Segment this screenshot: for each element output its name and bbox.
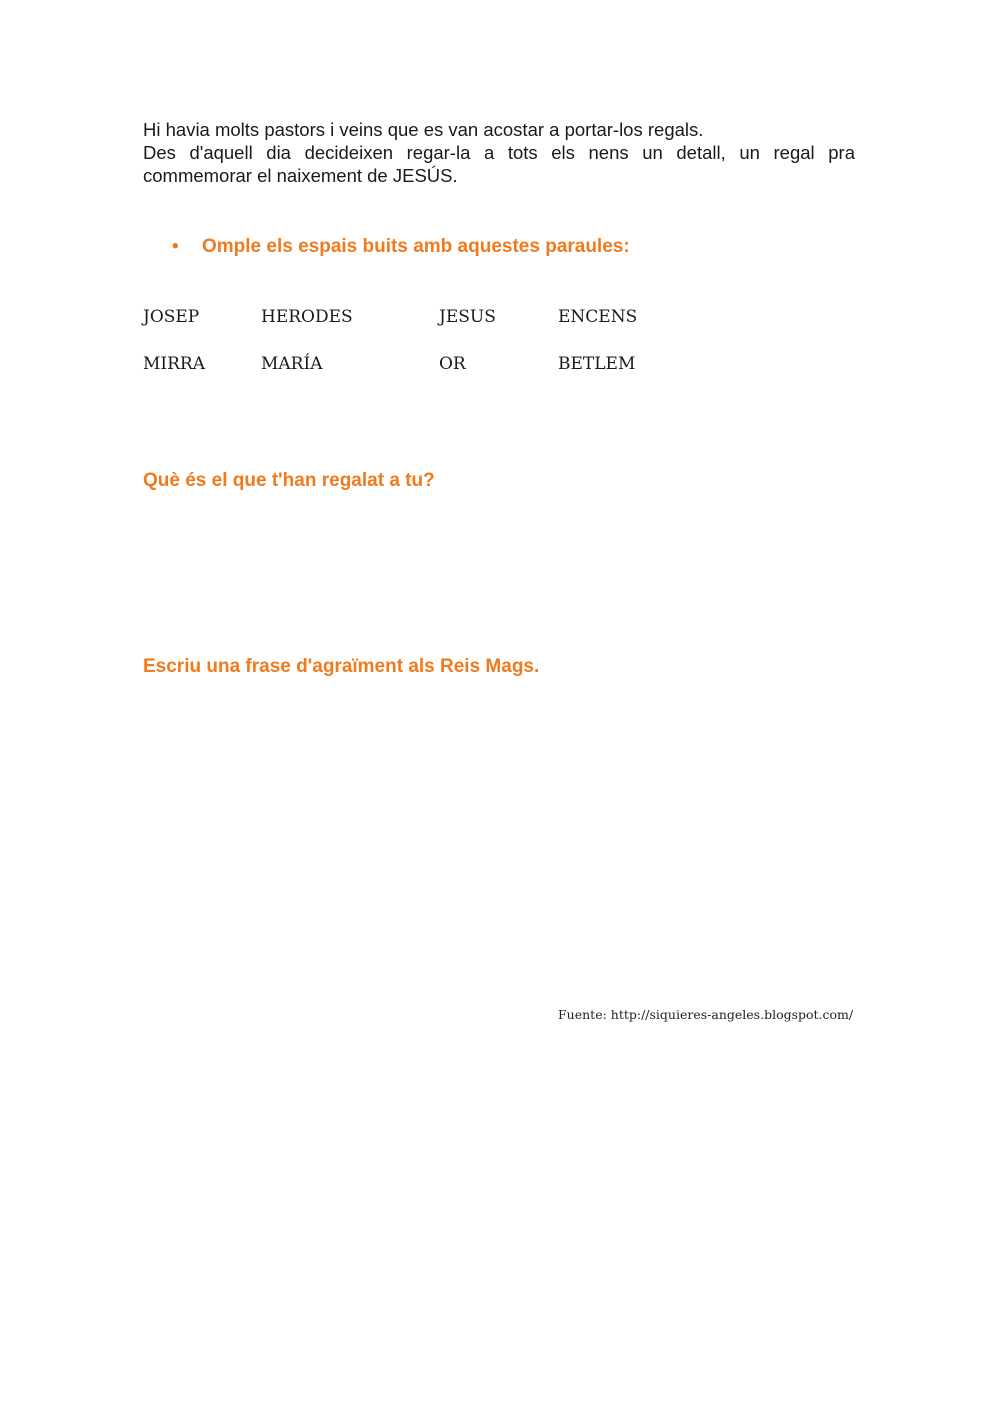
word-bank-item: MARÍA (261, 354, 323, 374)
question-thanks: Escriu una frase d'agraïment als Reis Mags. (143, 656, 540, 677)
word-bank-item: MIRRA (143, 354, 205, 374)
word-bank-item: OR (439, 354, 466, 374)
intro-line-3: commemorar el naixement de JESÚS. (143, 165, 458, 186)
word-bank-item: ENCENS (558, 307, 638, 327)
instruction-text: Omple els espais buits amb aquestes paraules: (202, 236, 630, 257)
bullet-icon: • (172, 236, 179, 257)
word-bank-item: BETLEM (558, 354, 636, 374)
intro-line-1: Hi havia molts pastors i veins que es van acostar a portar-los regals. (143, 119, 704, 140)
word-bank-item: HERODES (261, 307, 353, 327)
question-gift: Què és el que t'han regalat a tu? (143, 470, 435, 491)
intro-line-2: Des d'aquell dia decideixen regar-la a tots els nens un detall, un regal pra (143, 142, 855, 163)
source-credit: Fuente: http://siquieres-angeles.blogspot.com/ (558, 1007, 854, 1022)
intro-paragraph (143, 118, 855, 187)
word-bank-item: JOSEP (143, 307, 200, 327)
word-bank-item: JESUS (439, 307, 496, 327)
instruction-heading (172, 236, 630, 258)
